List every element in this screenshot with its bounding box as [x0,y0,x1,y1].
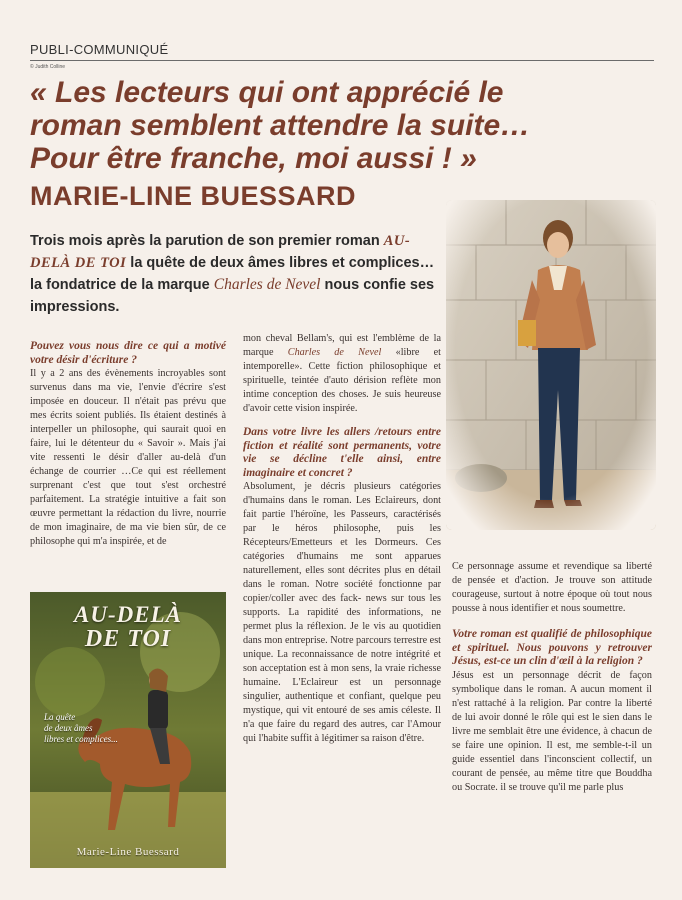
answer-1: Il y a 2 ans des évènements incroyables sont survenus dans ma vie, l'envie d'écrire s'est imposée en douceur. Il n'était pas prévu que mes écrits soient publiés. Ils étaient destinés à interpeller un philosophe, qui saurait quoi en faire, lui le détenteur du « Savoir ». Mais j'ai vite ressenti le désir d'aller au-delà d'un échange de courrier …Ce qui est réellement surprenant c'est que tout s'est orchestré parfaitement. La stratégie intuitive a fait son œuvre permettant la rédaction du livre, nourrie de mon imaginaire, de ma vie bien sûr, de ce philosophe qui m'a inspirée, et de [30,368,226,547]
article-column-2 [243,332,441,746]
answer-3: Jésus est un personnage décrit de façon symbolique dans le roman. A aucun moment il n'est rattaché à la religion. Par contre la liberté de lui avoir donné le rôle qui est le sien dans le livre me semblait être une évidence, à chacun de se faire une opinion. Il est, me semble-t-il un guide essentiel dans l'inconscient collectif, un courant de pensée, au même titre que Bouddha ou Socrate. il se trouve qu'il me parle plus [452,669,652,793]
answer-2: Absolument, je décris plusieurs catégories d'humains dans le roman. Les Eclaireurs, dont fait partie l'héroïne, les Passeurs, caractérisés par le héros philosophe, puis les Récepteurs/Emetteurs et les Dormeurs. Ces catégories d'humains me sont apparues naturellement, elles sont décrites plus en détail dans le roman. Notre société fonctionne par copier/coller avec des fack- news sur tous les supports. La rapidité des informations, ne permet plus la réflexion. Je le vis au quotidien dans mon entreprise. Notre parcours terrestre est unique. La reconnaissance de notre intégrité et son acceptation est à mon sens, la vraie richesse humaine. L'Eclaireur est un personnage singulier, authentique et confiant, quelque peu mystique, qui vit entouré de ses amis céleste. Il n'a que faire du regard des autres, car l'Amour qui l'habite suffit à légitimer sa raison d'être. [243,481,441,744]
intro-part-1: Trois mois après la parution de son premier roman [30,233,384,249]
book-subtitle-line-2: de deux âmes [44,723,93,733]
header-rule [30,60,654,61]
book-subtitle-line-1: La quête [44,712,76,722]
col2-paragraph-1 [243,332,441,416]
section-label: PUBLI-COMMUNIQUÉ [30,42,169,57]
intro-brand: Charles de Nevel [213,276,321,293]
book-subtitle-line-3: libres et complices... [44,734,118,744]
intro-paragraph [30,230,440,318]
question-2: Dans votre livre les allers /retours entre fiction et réalité sont permanents, votre vie se décline t'elle ainsi, entre imaginaire et concret ? [243,426,441,479]
intro-part-2: la quête de deux âmes libres et complices… la fondatrice de la marque [30,255,435,293]
intro-book-title: AU-DELÀ DE TOI [30,233,411,271]
article-column-3 [452,560,652,795]
author-name: MARIE-LINE BUESSARD [30,181,357,211]
book-subtitle [44,712,154,745]
article-column-1 [30,340,226,549]
book-cover [30,592,226,868]
book-title-line-2: DE TOI [84,626,172,652]
question-1: Pouvez vous nous dire ce qui a motivé votre désir d'écriture ? [30,340,226,366]
headline-quote [30,76,660,175]
book-author: Marie-Line Buessard [76,846,180,858]
question-3: Votre roman est qualifié de philosophique et spirituel. Nous pouvons y retrouver Jésus, est-ce un clin d'œil à la religion ? [452,628,652,667]
portrait-illustration [446,200,656,530]
col2-p1-a: mon cheval Bellam's, qui est l'emblème de la marque [243,333,441,358]
col3-paragraph-1: Ce personnage assume et revendique sa liberté de pensée et d'action. Je trouve son attitude courageuse, surtout à notre époque où tout nous pousse à nous identifier et nous soumettre. [452,561,652,614]
quote-line-3: Pour être franche, moi aussi ! » [30,142,477,175]
col2-p1-b: «libre et intemporelle». Cette fiction philosophique et spirituelle, teintée d'auto dérision reflète mon intime conception des choses. Je suis heureuse d'avoir cette vision inspirée. [243,347,441,414]
col2-brand: Charles de Nevel [287,347,382,358]
book-title-line-1: AU-DELÀ [74,602,182,627]
photo-credit: © Judith Colline [30,64,66,70]
quote-line-1: « Les lecteurs qui ont apprécié le [30,76,504,109]
intro-part-3: nous confie ses impressions. [30,277,435,315]
author-portrait-photo [446,200,656,530]
quote-line-2: roman semblent attendre la suite… [30,109,531,142]
